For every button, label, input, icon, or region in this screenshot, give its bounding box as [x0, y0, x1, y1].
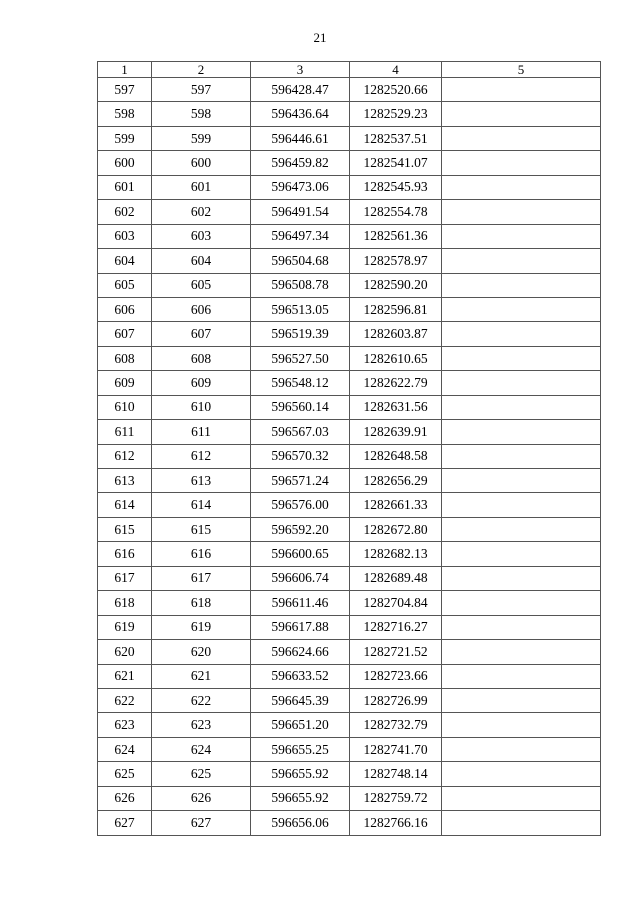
table-cell-col-1: 605: [98, 273, 152, 297]
table-cell-col-5: [442, 762, 601, 786]
table-cell-col-3: 596473.06: [251, 175, 350, 199]
table-cell-col-2: 608: [152, 346, 251, 370]
table-cell-col-3: 596611.46: [251, 591, 350, 615]
table-cell-col-5: [442, 102, 601, 126]
table-cell-col-2: 605: [152, 273, 251, 297]
table-cell-col-1: 609: [98, 371, 152, 395]
table-row: [98, 713, 601, 737]
table-cell-col-4: 1282716.27: [350, 615, 442, 639]
table-body: [98, 78, 601, 836]
table-cell-col-4: 1282759.72: [350, 786, 442, 810]
table-cell-col-3: 596655.92: [251, 762, 350, 786]
table-cell-col-1: 611: [98, 420, 152, 444]
table-cell-col-3: 596504.68: [251, 249, 350, 273]
table-cell-col-5: [442, 346, 601, 370]
table-cell-col-2: 621: [152, 664, 251, 688]
table-cell-col-1: 618: [98, 591, 152, 615]
table-cell-col-5: [442, 640, 601, 664]
table-cell-col-4: 1282741.70: [350, 737, 442, 761]
coordinates-table: [97, 61, 601, 836]
table-cell-col-1: 613: [98, 469, 152, 493]
table-cell-col-1: 617: [98, 566, 152, 590]
table-cell-col-3: 596655.92: [251, 786, 350, 810]
table-cell-col-2: 617: [152, 566, 251, 590]
table-cell-col-1: 604: [98, 249, 152, 273]
table-cell-col-5: [442, 200, 601, 224]
table-cell-col-3: 596600.65: [251, 542, 350, 566]
table-cell-col-4: 1282682.13: [350, 542, 442, 566]
table-cell-col-4: 1282748.14: [350, 762, 442, 786]
table-cell-col-5: [442, 493, 601, 517]
table-cell-col-3: 596567.03: [251, 420, 350, 444]
table-cell-col-3: 596491.54: [251, 200, 350, 224]
column-header-5: 5: [442, 62, 601, 78]
table-row: [98, 273, 601, 297]
table-row: [98, 591, 601, 615]
table-cell-col-4: 1282689.48: [350, 566, 442, 590]
table-cell-col-4: 1282656.29: [350, 469, 442, 493]
table-row: [98, 151, 601, 175]
table-row: [98, 200, 601, 224]
table-cell-col-3: 596436.64: [251, 102, 350, 126]
table-row: [98, 175, 601, 199]
table-cell-col-4: 1282732.79: [350, 713, 442, 737]
table-row: [98, 566, 601, 590]
table-row: [98, 102, 601, 126]
table-cell-col-4: 1282529.23: [350, 102, 442, 126]
table-cell-col-3: 596508.78: [251, 273, 350, 297]
table-cell-col-1: 615: [98, 517, 152, 541]
table-cell-col-1: 610: [98, 395, 152, 419]
table-cell-col-3: 596548.12: [251, 371, 350, 395]
table-cell-col-5: [442, 126, 601, 150]
table-cell-col-5: [442, 444, 601, 468]
table-cell-col-1: 620: [98, 640, 152, 664]
table-row: [98, 542, 601, 566]
table-cell-col-3: 596527.50: [251, 346, 350, 370]
table-cell-col-3: 596655.25: [251, 737, 350, 761]
table-row: [98, 322, 601, 346]
table-cell-col-4: 1282723.66: [350, 664, 442, 688]
table-row: [98, 762, 601, 786]
table-cell-col-2: 609: [152, 371, 251, 395]
table-row: [98, 493, 601, 517]
table-cell-col-2: 618: [152, 591, 251, 615]
table-row: [98, 688, 601, 712]
table-cell-col-5: [442, 786, 601, 810]
table-row: [98, 469, 601, 493]
table-cell-col-5: [442, 615, 601, 639]
table-row: [98, 517, 601, 541]
table-cell-col-5: [442, 371, 601, 395]
table-cell-col-2: 603: [152, 224, 251, 248]
column-header-3: 3: [251, 62, 350, 78]
table-cell-col-3: 596633.52: [251, 664, 350, 688]
table-cell-col-4: 1282610.65: [350, 346, 442, 370]
table-cell-col-3: 596624.66: [251, 640, 350, 664]
table-cell-col-5: [442, 811, 601, 835]
table-cell-col-5: [442, 517, 601, 541]
table-cell-col-1: 616: [98, 542, 152, 566]
column-header-4: 4: [350, 62, 442, 78]
table-cell-col-5: [442, 273, 601, 297]
table-cell-col-2: 606: [152, 297, 251, 321]
table-cell-col-3: 596617.88: [251, 615, 350, 639]
table-cell-col-3: 596592.20: [251, 517, 350, 541]
table-cell-col-4: 1282561.36: [350, 224, 442, 248]
table-cell-col-4: 1282672.80: [350, 517, 442, 541]
table-cell-col-1: 623: [98, 713, 152, 737]
table-cell-col-5: [442, 664, 601, 688]
table-cell-col-1: 627: [98, 811, 152, 835]
table-cell-col-4: 1282721.52: [350, 640, 442, 664]
table-row: [98, 78, 601, 102]
table-cell-col-2: 610: [152, 395, 251, 419]
table-cell-col-4: 1282603.87: [350, 322, 442, 346]
table-row: [98, 737, 601, 761]
table-cell-col-5: [442, 249, 601, 273]
table-cell-col-2: 616: [152, 542, 251, 566]
table-row: [98, 249, 601, 273]
table-cell-col-3: 596446.61: [251, 126, 350, 150]
table-cell-col-4: 1282631.56: [350, 395, 442, 419]
table-cell-col-3: 596656.06: [251, 811, 350, 835]
table-cell-col-2: 625: [152, 762, 251, 786]
table-row: [98, 640, 601, 664]
table-cell-col-4: 1282578.97: [350, 249, 442, 273]
table-row: [98, 395, 601, 419]
table-row: [98, 615, 601, 639]
table-cell-col-4: 1282766.16: [350, 811, 442, 835]
table-cell-col-5: [442, 737, 601, 761]
table-cell-col-1: 597: [98, 78, 152, 102]
table-row: [98, 224, 601, 248]
table-cell-col-1: 607: [98, 322, 152, 346]
table-cell-col-1: 624: [98, 737, 152, 761]
table-cell-col-2: 612: [152, 444, 251, 468]
table-cell-col-3: 596606.74: [251, 566, 350, 590]
table-cell-col-2: 627: [152, 811, 251, 835]
table-cell-col-5: [442, 420, 601, 444]
table-cell-col-4: 1282596.81: [350, 297, 442, 321]
table-row: [98, 297, 601, 321]
table-cell-col-2: 620: [152, 640, 251, 664]
table-cell-col-1: 619: [98, 615, 152, 639]
table-cell-col-2: 611: [152, 420, 251, 444]
table-row: [98, 664, 601, 688]
table-cell-col-5: [442, 542, 601, 566]
table-cell-col-2: 623: [152, 713, 251, 737]
table-cell-col-2: 626: [152, 786, 251, 810]
table-cell-col-1: 606: [98, 297, 152, 321]
column-header-1: 1: [98, 62, 152, 78]
table-cell-col-3: 596459.82: [251, 151, 350, 175]
table-cell-col-5: [442, 395, 601, 419]
table-cell-col-1: 612: [98, 444, 152, 468]
table-cell-col-1: 625: [98, 762, 152, 786]
table-row: [98, 420, 601, 444]
table-cell-col-3: 596645.39: [251, 688, 350, 712]
table-cell-col-1: 621: [98, 664, 152, 688]
table-cell-col-3: 596513.05: [251, 297, 350, 321]
table-cell-col-2: 601: [152, 175, 251, 199]
table-cell-col-5: [442, 713, 601, 737]
table-cell-col-1: 603: [98, 224, 152, 248]
table-cell-col-4: 1282639.91: [350, 420, 442, 444]
table-cell-col-1: 626: [98, 786, 152, 810]
table-cell-col-2: 614: [152, 493, 251, 517]
table-row: [98, 786, 601, 810]
table-cell-col-4: 1282590.20: [350, 273, 442, 297]
table-cell-col-5: [442, 688, 601, 712]
table-cell-col-2: 600: [152, 151, 251, 175]
table-cell-col-3: 596571.24: [251, 469, 350, 493]
table-cell-col-3: 596560.14: [251, 395, 350, 419]
table-cell-col-5: [442, 591, 601, 615]
table-cell-col-2: 624: [152, 737, 251, 761]
table-cell-col-1: 600: [98, 151, 152, 175]
table-cell-col-4: 1282537.51: [350, 126, 442, 150]
table-cell-col-5: [442, 469, 601, 493]
table-cell-col-3: 596519.39: [251, 322, 350, 346]
table-cell-col-1: 601: [98, 175, 152, 199]
table-cell-col-1: 614: [98, 493, 152, 517]
table-row: [98, 811, 601, 835]
table-cell-col-2: 615: [152, 517, 251, 541]
table-cell-col-4: 1282661.33: [350, 493, 442, 517]
table-cell-col-2: 598: [152, 102, 251, 126]
table-cell-col-5: [442, 566, 601, 590]
table-cell-col-5: [442, 297, 601, 321]
table-row: [98, 444, 601, 468]
table-cell-col-2: 619: [152, 615, 251, 639]
table-row: [98, 371, 601, 395]
table-cell-col-4: 1282545.93: [350, 175, 442, 199]
table-cell-col-5: [442, 175, 601, 199]
table-cell-col-2: 613: [152, 469, 251, 493]
table-cell-col-3: 596576.00: [251, 493, 350, 517]
table-cell-col-1: 602: [98, 200, 152, 224]
table-row: [98, 346, 601, 370]
table-cell-col-4: 1282520.66: [350, 78, 442, 102]
table-cell-col-1: 599: [98, 126, 152, 150]
table-cell-col-5: [442, 322, 601, 346]
table-cell-col-2: 607: [152, 322, 251, 346]
header-row: [98, 62, 601, 78]
table-cell-col-2: 604: [152, 249, 251, 273]
table-cell-col-5: [442, 151, 601, 175]
table-cell-col-2: 602: [152, 200, 251, 224]
table-cell-col-3: 596497.34: [251, 224, 350, 248]
table-cell-col-4: 1282726.99: [350, 688, 442, 712]
table-cell-col-4: 1282554.78: [350, 200, 442, 224]
table-cell-col-3: 596570.32: [251, 444, 350, 468]
table-cell-col-5: [442, 78, 601, 102]
table-cell-col-3: 596651.20: [251, 713, 350, 737]
table-cell-col-2: 622: [152, 688, 251, 712]
table-cell-col-5: [442, 224, 601, 248]
table-cell-col-1: 622: [98, 688, 152, 712]
table-cell-col-4: 1282704.84: [350, 591, 442, 615]
table-cell-col-4: 1282541.07: [350, 151, 442, 175]
table-cell-col-2: 597: [152, 78, 251, 102]
table-cell-col-1: 598: [98, 102, 152, 126]
table-cell-col-1: 608: [98, 346, 152, 370]
table-cell-col-3: 596428.47: [251, 78, 350, 102]
table-cell-col-4: 1282622.79: [350, 371, 442, 395]
table-row: [98, 126, 601, 150]
page-number: 21: [313, 30, 327, 45]
column-header-2: 2: [152, 62, 251, 78]
table-cell-col-4: 1282648.58: [350, 444, 442, 468]
table-cell-col-2: 599: [152, 126, 251, 150]
